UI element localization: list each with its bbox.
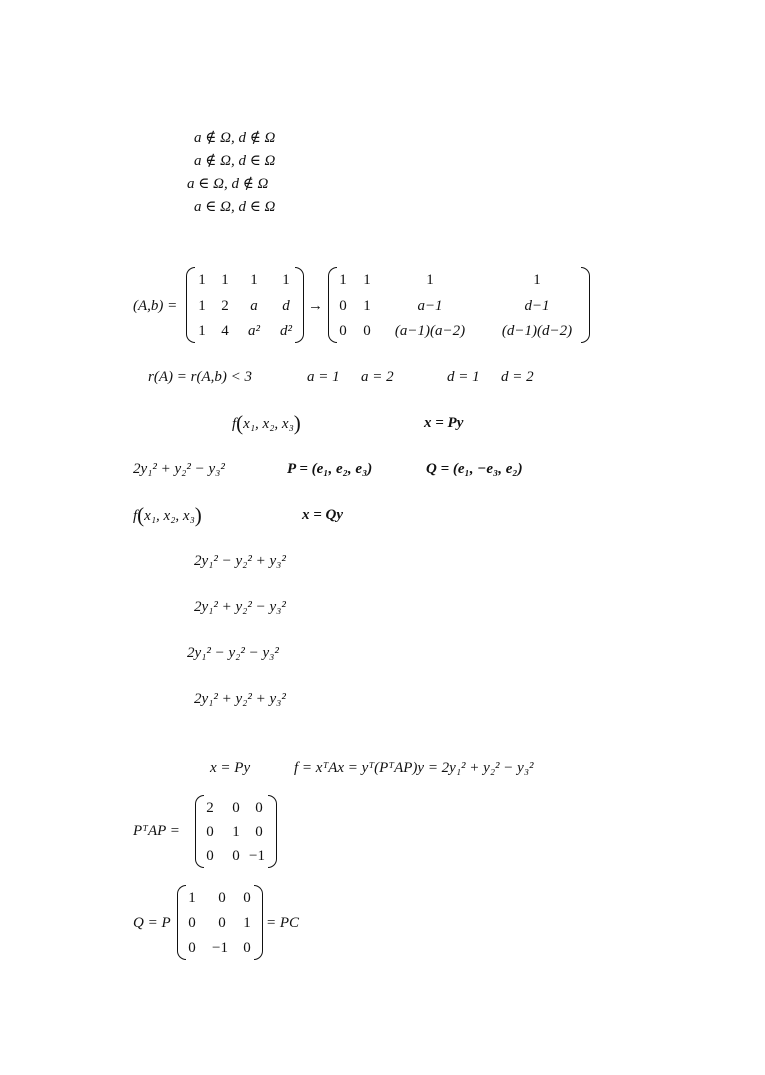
matrix-reduced: 1 1 1 1 0 1 a−1 d−1 0 0 (a−1)(a−2) (d−1)(d−2) <box>328 267 590 343</box>
quad-form-f: f(x₁, x₂, x₃) <box>232 411 301 435</box>
matrix-p-def: P = (e₁, e₂, e₃) <box>287 461 373 477</box>
case-3: a ∈ Ω, d ∉ Ω <box>187 176 269 192</box>
standard-form: 2y₁² + y₂² − y₃² <box>133 461 225 477</box>
case-1: a ∉ Ω, d ∉ Ω <box>194 130 276 146</box>
option-c: 2y₁² − y₂² − y₃² <box>187 645 279 661</box>
augmented-lhs: (A,b) = <box>133 298 178 314</box>
transform-x-qy: x = Qy <box>302 507 344 523</box>
matrix-ptap: 2 0 0 0 1 0 0 0 −1 <box>195 795 277 868</box>
ptap-lhs: PᵀAP = <box>133 823 180 839</box>
case-2: a ∉ Ω, d ∈ Ω <box>194 153 276 169</box>
option-a: 2y₁² − y₂² + y₃² <box>194 553 286 569</box>
value-a2: a = 2 <box>361 369 394 385</box>
transform-x-py: x = Py <box>424 415 464 431</box>
matrix-augmented: 1 1 1 1 1 2 a d 1 4 a² d² <box>186 267 304 343</box>
matrix-q-def: Q = (e₁, −e₃, e₂) <box>426 461 523 477</box>
solution-form: f = xᵀAx = yᵀ(PᵀAP)y = 2y₁² + y₂² − y₃² <box>294 760 534 776</box>
rank-condition: r(A) = r(A,b) < 3 <box>148 369 252 385</box>
value-d2: d = 2 <box>501 369 534 385</box>
value-d1: d = 1 <box>447 369 480 385</box>
arrow: → <box>308 298 323 314</box>
q-lhs: Q = P <box>133 915 171 931</box>
value-a1: a = 1 <box>307 369 340 385</box>
quad-form-f-2: f(x₁, x₂, x₃) <box>133 503 202 527</box>
solution-substitution: x = Py <box>210 760 251 776</box>
matrix-c: 1 0 0 0 0 1 0 −1 0 <box>177 885 263 960</box>
option-d: 2y₁² + y₂² + y₃² <box>194 691 286 707</box>
case-4: a ∈ Ω, d ∈ Ω <box>194 199 276 215</box>
q-rhs: = PC <box>266 915 300 931</box>
option-b: 2y₁² + y₂² − y₃² <box>194 599 286 615</box>
